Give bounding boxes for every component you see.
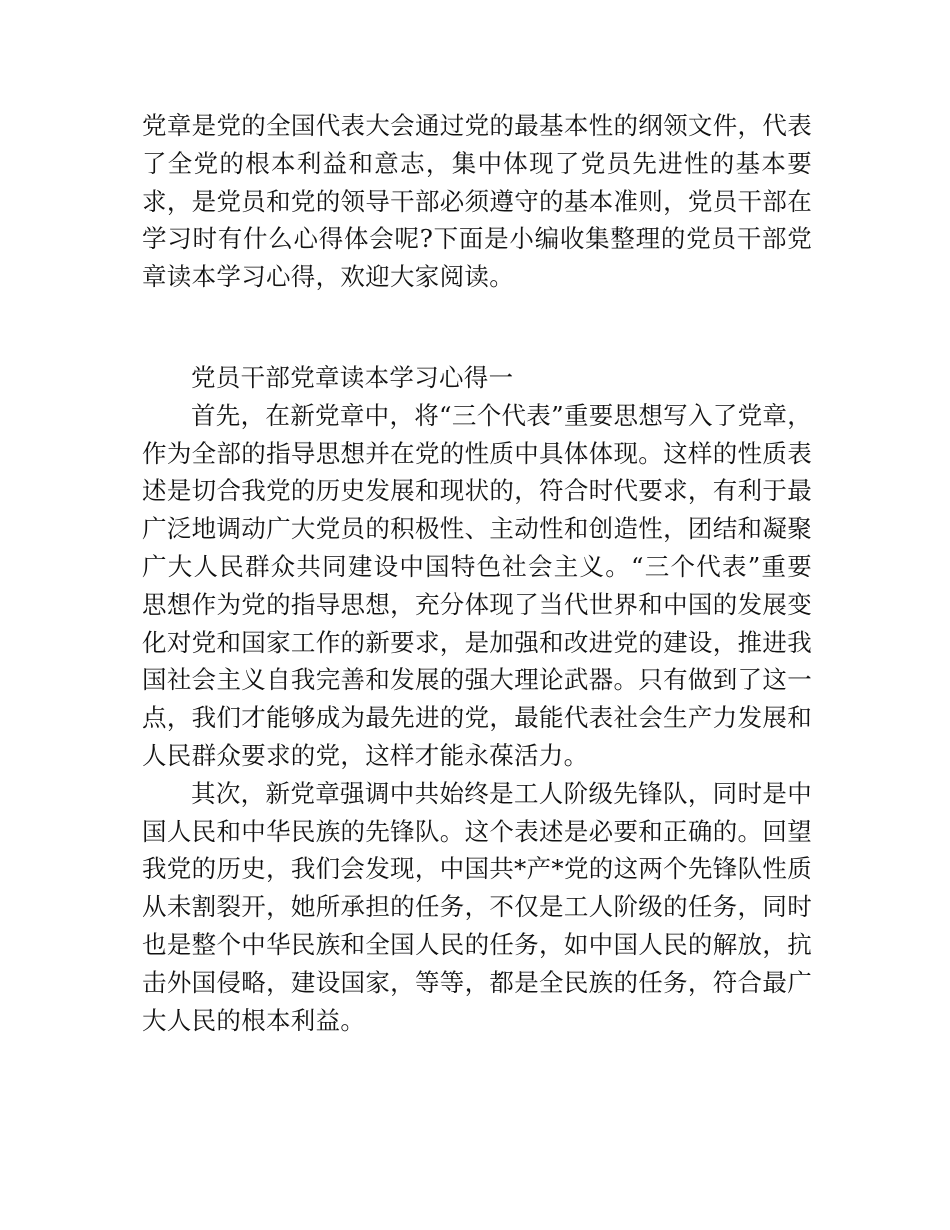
intro-section	[142, 107, 812, 296]
article-section	[142, 359, 812, 1039]
section-heading: 党员干部党章读本学习心得一	[191, 363, 514, 392]
body-paragraph-2: 其次，新党章强调中共始终是工人阶级先锋队，同时是中国人民和中华民族的先锋队。这个表述是必要和正确的。回望我党的历史，我们会发现，中国共*产*党的这两个先锋队性质从未割裂开，她所承担的任务，不仅是工人阶级的任务，同时也是整个中华民族和全国人民的任务，如中国人民的解放，抗击外国侵略，建设国家，等等，都是全民族的任务，符合最广大人民的根本利益。	[142, 778, 812, 1035]
intro-paragraph: 党章是党的全国代表大会通过党的最基本性的纲领文件，代表了全党的根本利益和意志，集中体现了党员先进性的基本要求，是党员和党的领导干部必须遵守的基本准则，党员干部在学习时有什么心得体会呢?下面是小编收集整理的党员干部党章读本学习心得，欢迎大家阅读。	[142, 111, 812, 292]
body-paragraph-1: 首先，在新党章中，将“三个代表”重要思想写入了党章，作为全部的指导思想并在党的性质中具体体现。这样的性质表述是切合我党的历史发展和现状的，符合时代要求，有利于最广泛地调动广大党员的积极性、主动性和创造性，团结和凝聚广大人民群众共同建设中国特色社会主义。“三个代表”重要思想作为党的指导思想，充分体现了当代世界和中国的发展变化对党和国家工作的新要求，是加强和改进党的建设，推进我国社会主义自我完善和发展的强大理论武器。只有做到了这一点，我们才能够成为最先进的党，最能代表社会生产力发展和人民群众要求的党，这样才能永葆活力。	[142, 400, 812, 770]
